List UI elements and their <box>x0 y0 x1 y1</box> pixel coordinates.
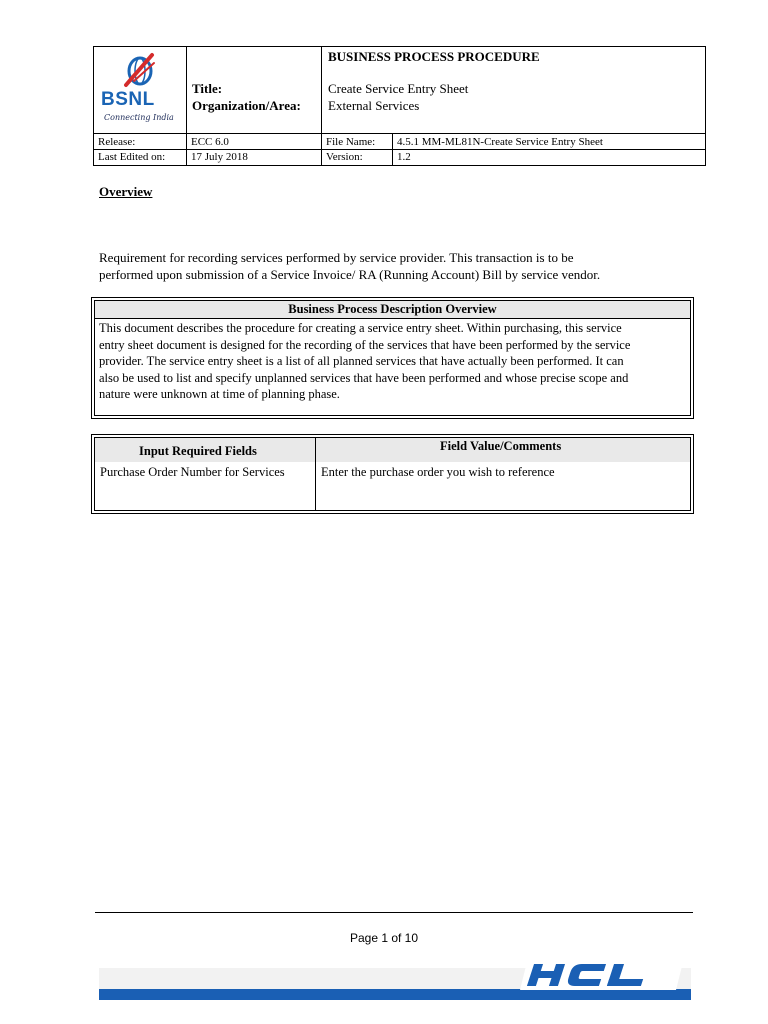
organization-value: External Services <box>328 98 420 113</box>
table-header-cell <box>95 438 315 462</box>
document-title: Create Service Entry Sheet <box>328 81 469 96</box>
document-type-heading: BUSINESS PROCESS PROCEDURE <box>328 49 540 64</box>
logo-tagline: Connecting India <box>104 113 174 122</box>
bsnl-logo <box>94 47 187 148</box>
org-label: Organization/Area: <box>192 98 301 113</box>
last-edited-value: 17 July 2018 <box>191 151 248 163</box>
field-name-cell: Purchase Order Number for Services <box>100 465 285 479</box>
footer-band <box>99 989 691 1000</box>
bpd-line: also be used to list and specify unplanned services that have been performed and whose precise scope and <box>99 370 629 385</box>
table-divider <box>315 438 316 510</box>
version-label: Version: <box>326 151 363 163</box>
title-label: Title: <box>192 81 223 96</box>
version-value: 1.2 <box>397 151 411 163</box>
column-header-field-value: Field Value/Comments <box>440 439 562 453</box>
logo-brand: BSNL <box>101 89 155 110</box>
table-header-cell <box>316 438 690 462</box>
overview-intro <box>99 249 659 283</box>
hcl-logo <box>518 958 684 990</box>
header-divider <box>321 47 322 165</box>
file-name-label: File Name: <box>326 136 376 148</box>
bsnl-swoosh-icon <box>96 51 184 91</box>
footer-rule <box>95 912 693 913</box>
bpd-line: nature were unknown at time of planning phase. <box>99 387 340 401</box>
last-edited-label: Last Edited on: <box>98 151 166 163</box>
release-value: ECC 6.0 <box>191 136 229 148</box>
input-fields-table <box>91 434 694 514</box>
page-number: Page 1 of 10 <box>349 931 419 945</box>
header-divider <box>94 149 705 150</box>
intro-line: Requirement for recording services performed by service provider. This transaction is to be <box>99 250 574 265</box>
bpd-line: provider. The service entry sheet is a list of all planned services that have actually been performed. It can <box>99 354 624 368</box>
document-header-table <box>93 46 706 166</box>
intro-line: performed upon submission of a Service Invoice/ RA (Running Account) Bill by service vendor. <box>99 267 601 282</box>
field-value-cell: Enter the purchase order you wish to reference <box>321 465 555 479</box>
column-header-input-fields: Input Required Fields <box>139 444 257 458</box>
business-process-description-box <box>91 297 694 419</box>
bpd-heading: Business Process Description Overview <box>95 301 690 319</box>
bpd-line: This document describes the procedure for creating a service entry sheet. Within purchasing, this service <box>99 321 622 335</box>
file-name-value: 4.5.1 MM-ML81N-Create Service Entry Sheet <box>397 136 603 148</box>
release-label: Release: <box>98 136 136 148</box>
hcl-logo-text: HCL <box>518 958 520 959</box>
bpd-line: entry sheet document is designed for the recording of the services that have been performed by the service <box>99 337 631 352</box>
bpd-body <box>95 319 690 403</box>
overview-heading: Overview <box>99 184 153 199</box>
